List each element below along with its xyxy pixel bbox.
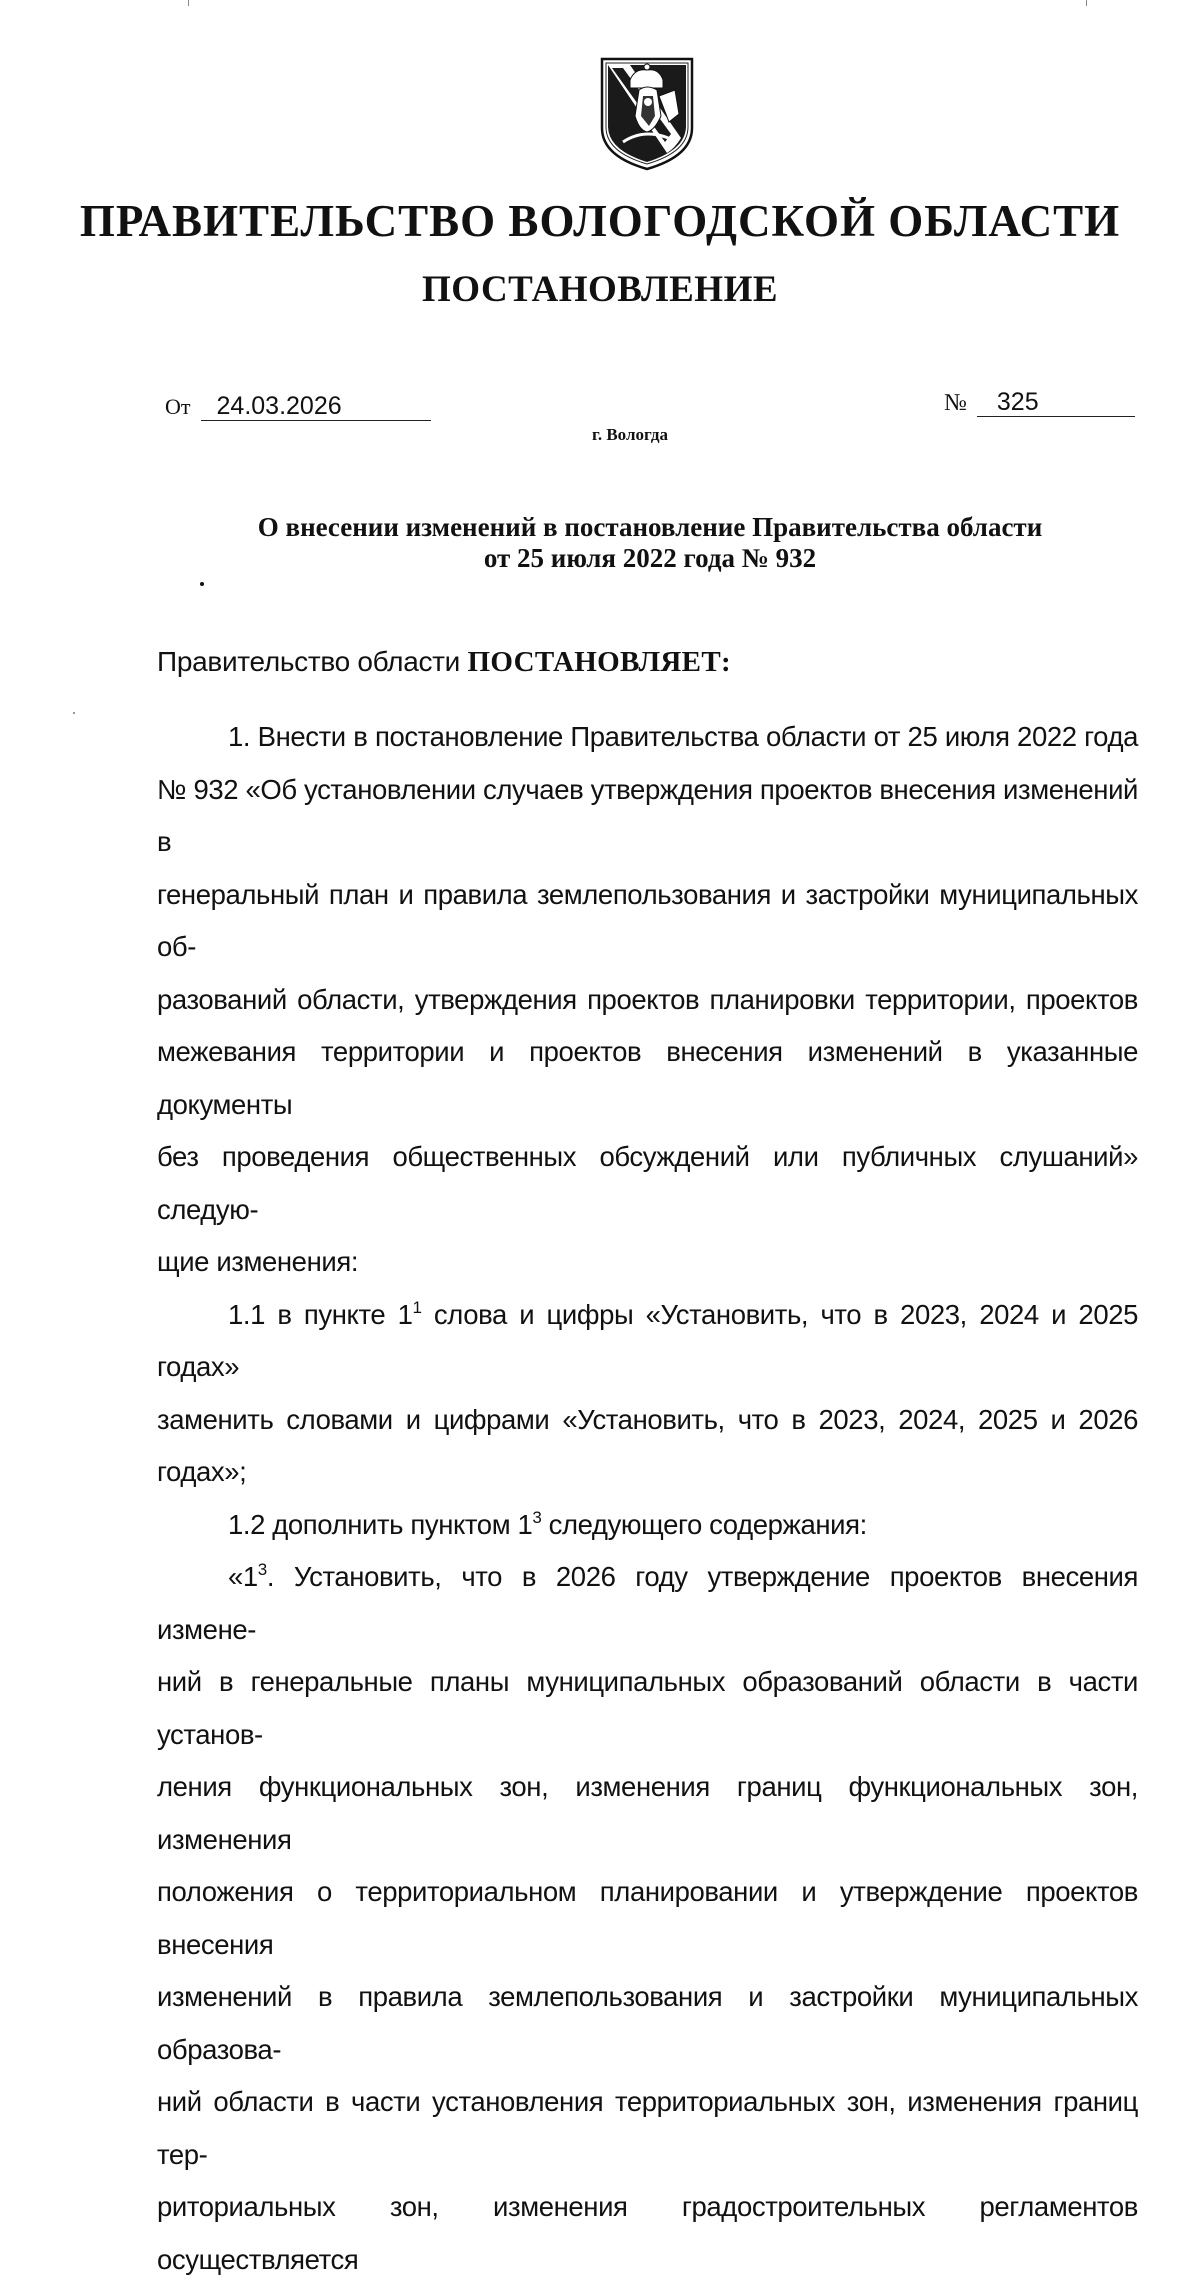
body-line: ления функциональных зон, изменения границ функциональных зон, изменения (157, 1771, 1138, 1855)
document-date (165, 392, 431, 421)
body-line: заменить словами и цифрами «Установить, что в 2023, 2024, 2025 и 2026 годах»; (157, 1403, 1138, 1487)
intro-text: Правительство области (157, 646, 461, 677)
body-line: разований области, утверждения проектов планировки территории, проектов (157, 983, 1138, 1015)
scan-mark (73, 712, 75, 714)
body-line: ний области в части установления территориальных зон, изменения границ тер- (157, 2086, 1138, 2170)
subject-line-2: от 25 июля 2022 года № 932 (483, 543, 817, 573)
body-line: ний в генеральные планы муниципальных образований области в части установ- (157, 1666, 1138, 1750)
body-line: 1.1 в пункте $1^1$ слова и цифры «Установить, что в 2023, 2024 и 2025 годах» (157, 1297, 1138, 1382)
intro-keyword: ПОСТАНОВЛЯЕТ: (467, 646, 731, 678)
date-prefix: От (165, 394, 191, 419)
intro-sentence (157, 646, 731, 679)
document-body (157, 711, 1138, 2286)
scan-mark (1086, 0, 1087, 6)
body-line: риториальных зон, изменения градостроительных регламентов осуществляется (157, 2191, 1138, 2275)
body-line: 1.2 дополнить пунктом $1^3$ следующего содержания: (228, 1507, 867, 1540)
document-number (944, 388, 1135, 417)
body-line: межевания территории и проектов внесения изменений в указанные документы (157, 1036, 1138, 1120)
body-line: изменений в правила землепользования и застройки муниципальных образова- (157, 1981, 1138, 2065)
organization-title: ПРАВИТЕЛЬСТВО ВОЛОГОДСКОЙ ОБЛАСТИ (79, 196, 1121, 246)
number-prefix: № (944, 390, 967, 416)
body-line: без проведения общественных обсуждений или публичных слушаний» следую- (157, 1141, 1138, 1225)
city-name: г. Вологда (592, 425, 668, 444)
date-value: 24.03.2026 (201, 392, 431, 421)
document-subject (0, 512, 1200, 574)
body-line: «$1^3$. Установить, что в 2026 году утверждение проектов внесения измене- (157, 1560, 1138, 1645)
body-line: № 932 «Об установлении случаев утверждения проектов внесения изменений в (157, 773, 1138, 857)
scan-dot (200, 582, 204, 586)
body-line: положения о территориальном планировании и утверждение проектов внесения (157, 1876, 1138, 1960)
body-line: генеральный план и правила землепользования и застройки муниципальных об- (157, 878, 1138, 962)
number-value: 325 (977, 388, 1135, 417)
body-line: 1. Внести в постановление Правительства области от 25 июля 2022 года (228, 721, 1138, 752)
body-line: щие изменения: (157, 1246, 359, 1277)
subject-line-1: О внесении изменений в постановление Правительства области (257, 512, 1043, 542)
coat-of-arms-emblem (599, 56, 695, 172)
scan-mark (188, 0, 189, 6)
document-type-title: ПОСТАНОВЛЕНИЕ (421, 269, 779, 310)
